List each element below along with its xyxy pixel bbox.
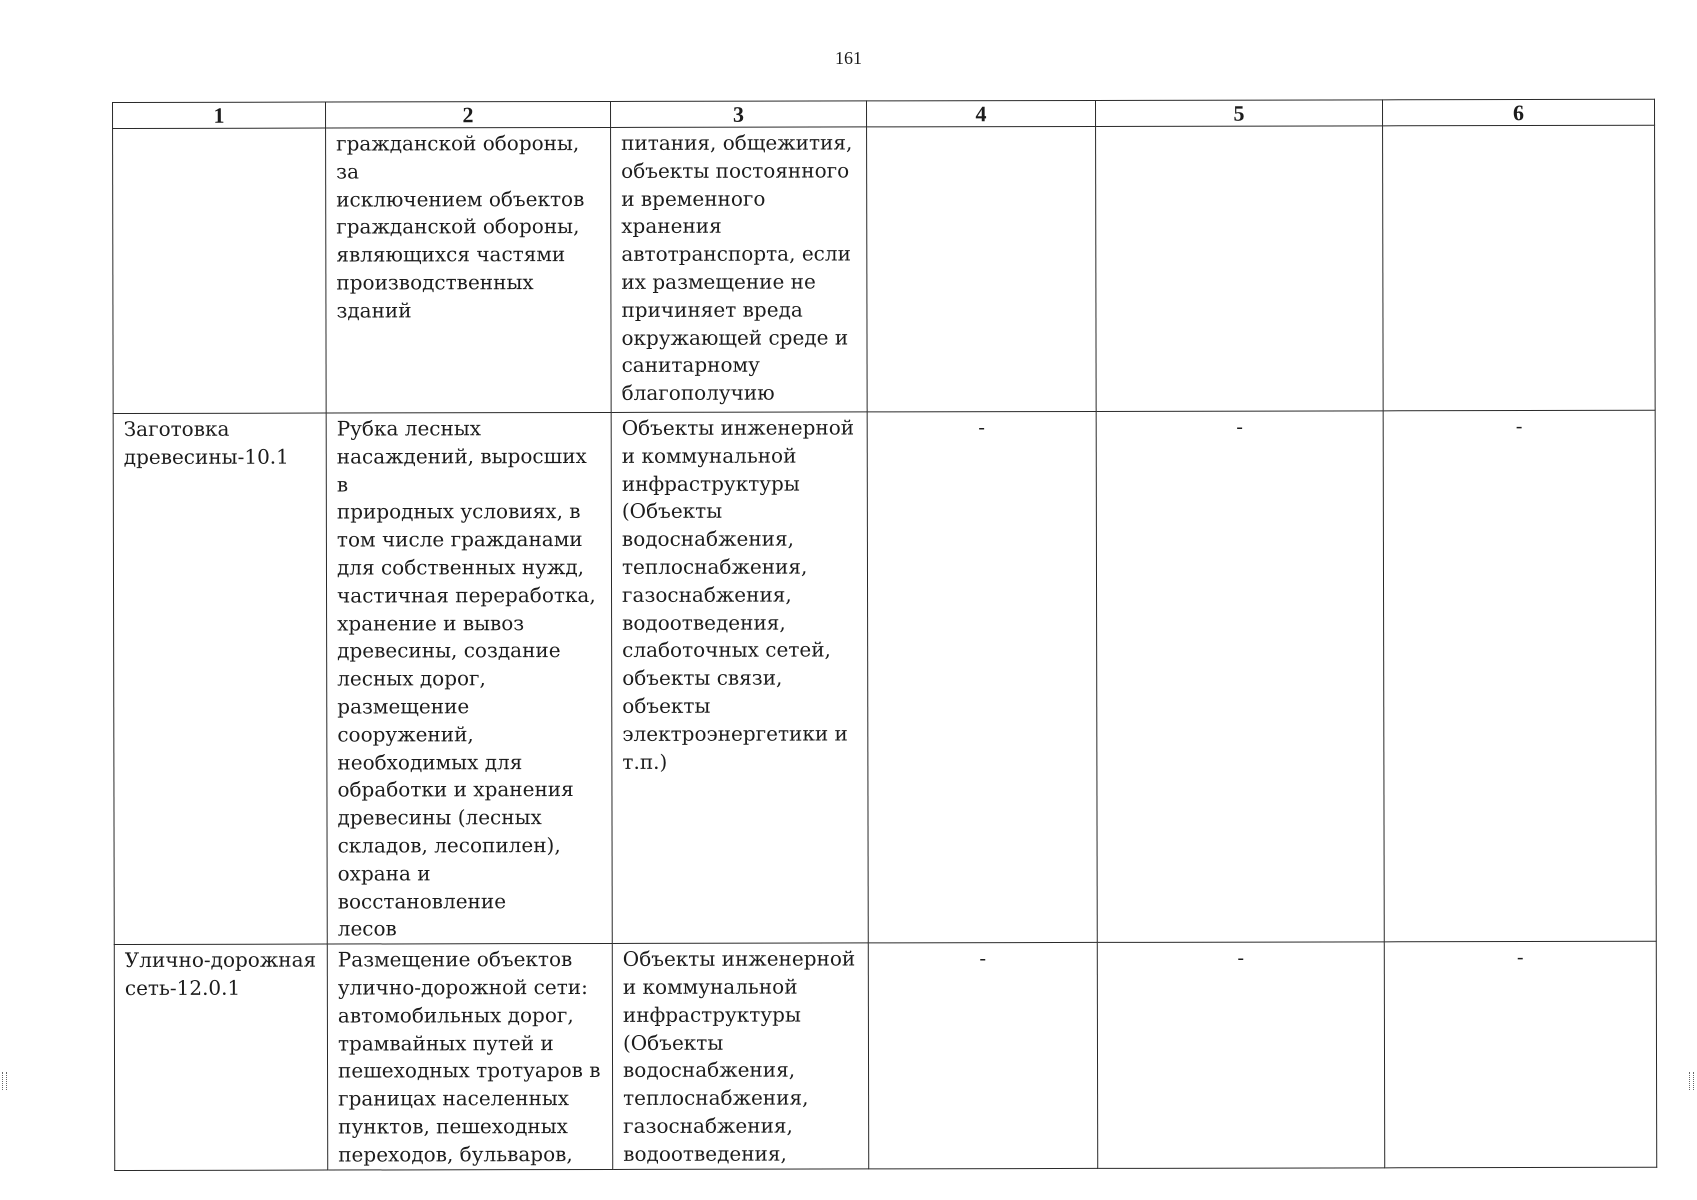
table-cell	[1383, 125, 1656, 411]
table-cell: -	[1096, 411, 1384, 943]
table-row	[113, 410, 1656, 944]
table-cell: гражданской обороны, за исключением объектов гражданской обороны, являющихся частями производственных зданий	[326, 127, 612, 413]
column-header-1: 1	[113, 102, 326, 128]
page-number: 161	[835, 48, 862, 68]
column-header-6: 6	[1382, 99, 1654, 126]
table-cell: Объекты инженерной и коммунальной инфраструктуры (Объекты водоснабжения, теплоснабжения, газоснабжения, водоотведения,	[612, 943, 868, 1169]
column-header-2: 2	[326, 101, 611, 128]
column-header-3: 3	[610, 101, 866, 128]
scan-edge-mark-left	[2, 1072, 7, 1090]
table-header-row	[113, 99, 1655, 128]
table-cell: Рубка лесных насаждений, выросших в природных условиях, в том числе гражданами для собственных нужд, частичная переработка, хранение и вывоз древесины, создание лесных дорог, размещение сооружений, необходимых для обработки и хранения древесины (лесных складов, лесопилен), охрана и восстановление лесов	[326, 412, 612, 944]
table-cell: -	[1384, 941, 1656, 1167]
table-cell	[867, 126, 1097, 411]
table-row	[114, 941, 1656, 1170]
table-cell	[113, 128, 327, 413]
table-cell: -	[1097, 942, 1384, 1168]
table-cell: -	[1383, 410, 1656, 942]
scan-edge-mark-right	[1689, 1072, 1694, 1090]
table-cell: Улично-дорожная сеть-12.0.1	[114, 944, 327, 1170]
table-row	[113, 125, 1656, 413]
table-cell: Заготовка древесины-10.1	[113, 413, 327, 945]
table-cell: -	[868, 943, 1097, 1169]
table-cell	[1096, 126, 1384, 412]
table-cell: Объекты инженерной и коммунальной инфраструктуры (Объекты водоснабжения, теплоснабжения, газоснабжения, водоотведения, слаботочных сетей, объекты связи, объекты электроэнергетики и т.п.)	[611, 412, 868, 944]
table-cell: -	[867, 411, 1097, 943]
table-cell: Размещение объектов улично-дорожной сети: автомобильных дорог, трамвайных путей и пешеходных тротуаров в границах населенных пунктов, пешеходных переходов, бульваров,	[327, 944, 612, 1170]
land-use-table	[112, 99, 1657, 1171]
column-header-4: 4	[866, 100, 1095, 126]
column-header-5: 5	[1095, 100, 1382, 127]
table-cell: питания, общежития, объекты постоянного и временного хранения автотранспорта, если их размещение не причиняет вреда окружающей среде и санитарному благополучию	[611, 127, 868, 413]
